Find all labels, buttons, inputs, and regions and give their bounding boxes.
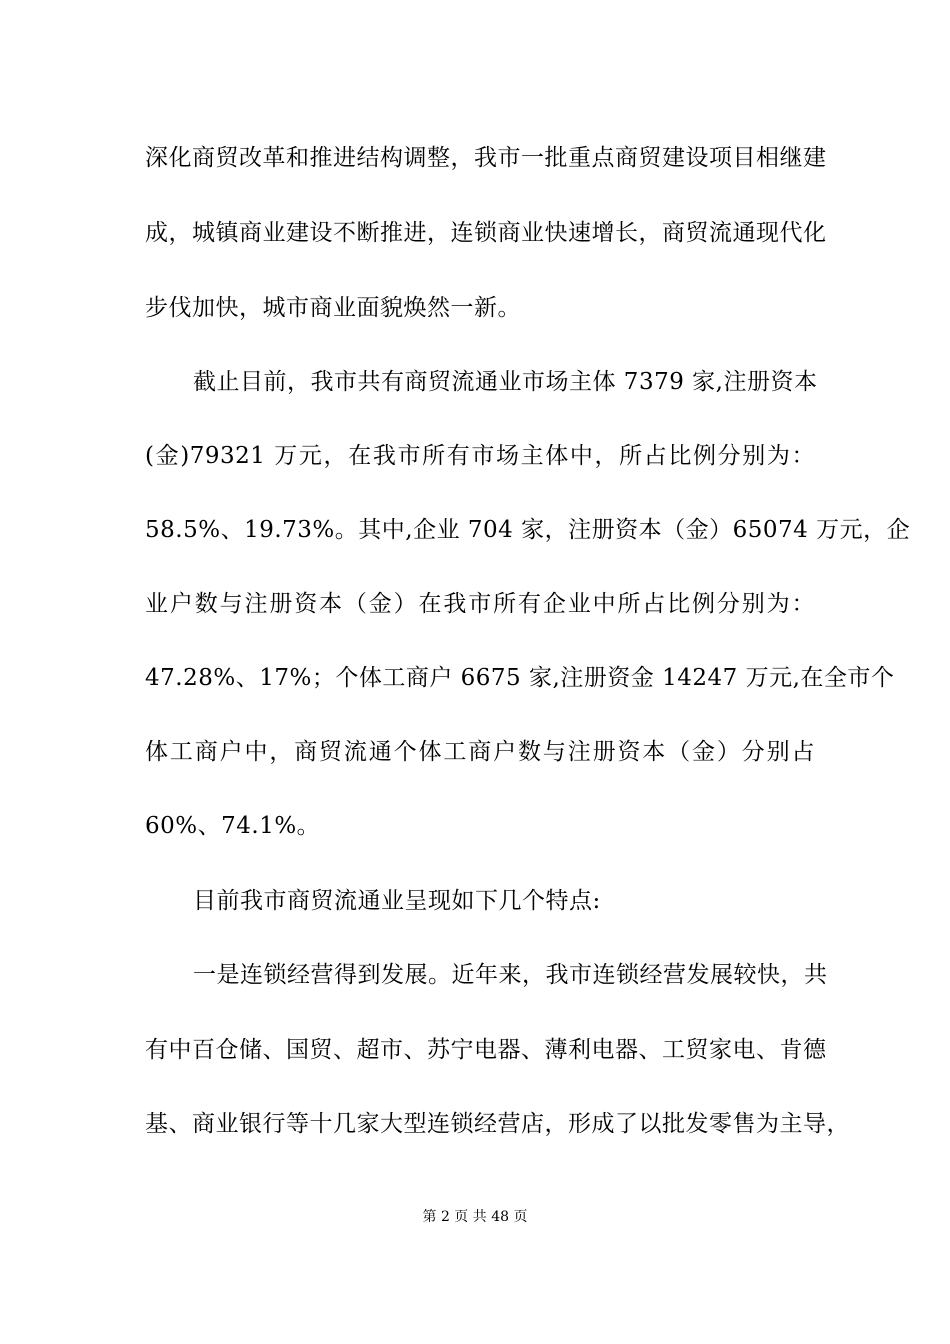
paragraph-line: 一是连锁经营得到发展。近年来，我市连锁经营发展较快，共 <box>193 962 828 988</box>
paragraph-line: 深化商贸改革和推进结构调整，我市一批重点商贸建设项目相继建 <box>145 145 827 171</box>
paragraph-line: 业户数与注册资本（金）在我市所有企业中所占比例分别为： <box>145 591 815 617</box>
paragraph-line: 47.28%、17%；个体工商户 6675 家,注册资金 14247 万元,在全市个 <box>145 665 895 691</box>
paragraph-line: 成，城镇商业建设不断推进，连锁商业快速增长，商贸流通现代化 <box>145 220 827 246</box>
paragraph-line: 60%、74.1%。 <box>145 813 321 839</box>
paragraph-line: 截止目前，我市共有商贸流通业市场主体 7379 家,注册资本 <box>193 369 818 395</box>
page-number-footer: 第 2 页 共 48 页 <box>422 1209 528 1225</box>
paragraph-line: 目前我市商贸流通业呈现如下几个特点: <box>193 888 601 914</box>
paragraph-line: 58.5%、19.73%。其中,企业 704 家，注册资本（金）65074 万元，企 <box>145 517 911 543</box>
paragraph-line: 步伐加快，城市商业面貌焕然一新。 <box>145 295 521 321</box>
paragraph-line: 基、商业银行等十几家大型连锁经营店，形成了以批发零售为主导， <box>145 1111 850 1137</box>
paragraph-line: 体工商户中，商贸流通个体工商户数与注册资本（金）分别占 <box>145 739 815 765</box>
paragraph-line: (金)79321 万元，在我市所有市场主体中，所占比例分别为： <box>145 443 815 469</box>
paragraph-line: 有中百仓储、国贸、超市、苏宁电器、薄利电器、工贸家电、肯德 <box>145 1037 827 1063</box>
